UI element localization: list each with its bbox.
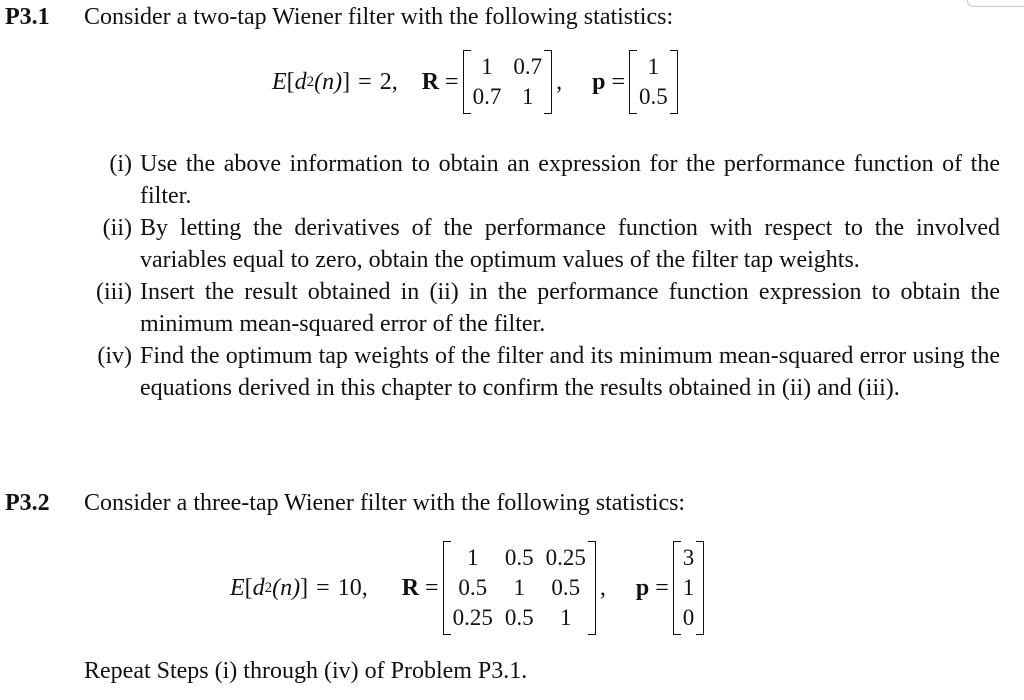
matrix-cell: 0.5 (458, 575, 488, 600)
equals-sign: = (611, 68, 625, 95)
vector-p-symbol: p (592, 68, 606, 95)
problem-number-p32: P3.2 (5, 490, 50, 516)
matrix-cell: 1 (559, 605, 572, 630)
equals-sign: = (655, 574, 669, 601)
vector-cell: 1 (647, 54, 660, 79)
matrix-cell: 1 (481, 54, 493, 79)
page-corner-mark (967, 0, 1024, 7)
item-text: By letting the derivatives of the performance function with respect to the involved variables equal to zero, obtain the optimum values of the filter tap weights. (140, 215, 1000, 273)
matrix-cell: 0.5 (551, 575, 581, 600)
vector-cell: 3 (682, 545, 695, 570)
item-text: Use the above information to obtain an expression for the performance function of the filter. (140, 151, 1000, 209)
equation-p32: E [ d 2 (n) ] = 10, R = 1 0.5 0.25 0.5 1 0.5 0.25 0.5 1 , p = 3 1 0 (230, 538, 708, 638)
list-item (84, 148, 1000, 212)
vector-p-symbol: p (635, 574, 650, 601)
item-label: (iv) (97, 343, 132, 369)
equation-p31: E [ d 2 (n) ] = 2, R = 1 0.7 0.7 1 , p = 1 0.5 (272, 50, 682, 114)
close-bracket: ] (300, 574, 309, 601)
expectation-symbol: E (272, 68, 287, 95)
close-bracket: ] (342, 68, 351, 95)
item-label: (i) (109, 151, 132, 177)
matrix-cell: 1 (466, 545, 479, 570)
matrix-cell: 0.5 (504, 605, 534, 630)
matrix-R-symbol: R (421, 68, 440, 95)
equals-sign: = (425, 574, 439, 601)
vector-cell: 1 (682, 575, 695, 600)
matrix-cell: 0.7 (513, 54, 543, 79)
expectation-value: 2, (379, 68, 398, 95)
open-bracket: [ (286, 68, 295, 95)
problem-intro-p31: Consider a two-tap Wiener filter with the following statistics: (84, 4, 674, 30)
argument-n: (n) (272, 574, 301, 601)
vector-p (629, 50, 678, 114)
step-list (84, 148, 1000, 404)
matrix-cell: 1 (521, 84, 534, 109)
item-text: Find the optimum tap weights of the filter and its minimum mean-squared error using the equations derived in this chapter to confirm the results obtained in (ii) and (iii). (140, 343, 1000, 401)
variable-d: d (294, 68, 307, 95)
matrix-cell: 1 (513, 575, 525, 600)
matrix-R-symbol: R (401, 574, 420, 601)
matrix-cell: 0.7 (472, 84, 502, 109)
vector-cell: 0 (682, 605, 695, 630)
variable-d: d (252, 574, 265, 601)
vector-cell: 0.5 (639, 84, 668, 109)
item-text: Insert the result obtained in (ii) in the performance function expression to obtain the minimum mean-squared error of the filter. (140, 279, 1000, 337)
comma: , (599, 574, 606, 601)
repeat-instruction: Repeat Steps (i) through (iv) of Problem P3.1. (84, 658, 528, 684)
expectation-value: 10, (337, 574, 368, 601)
item-label: (ii) (102, 215, 132, 241)
matrix-R (443, 541, 596, 635)
problem-number-p31: P3.1 (5, 4, 50, 30)
argument-n: (n) (314, 68, 343, 95)
list-item (84, 212, 1000, 276)
expectation-symbol: E (230, 574, 245, 601)
item-label: (iii) (96, 279, 132, 305)
matrix-R (463, 50, 553, 114)
equals-sign: = (445, 68, 459, 95)
problem-intro-p32: Consider a three-tap Wiener filter with the following statistics: (84, 490, 686, 516)
open-bracket: [ (244, 574, 253, 601)
list-item (84, 340, 1000, 404)
equals-sign: = (358, 68, 372, 95)
equals-sign: = (316, 574, 330, 601)
list-item (84, 276, 1000, 340)
comma: , (556, 68, 563, 95)
vector-p (673, 541, 705, 635)
matrix-cell: 0.25 (452, 605, 493, 630)
matrix-cell: 0.5 (504, 545, 534, 570)
matrix-cell: 0.25 (545, 545, 586, 570)
